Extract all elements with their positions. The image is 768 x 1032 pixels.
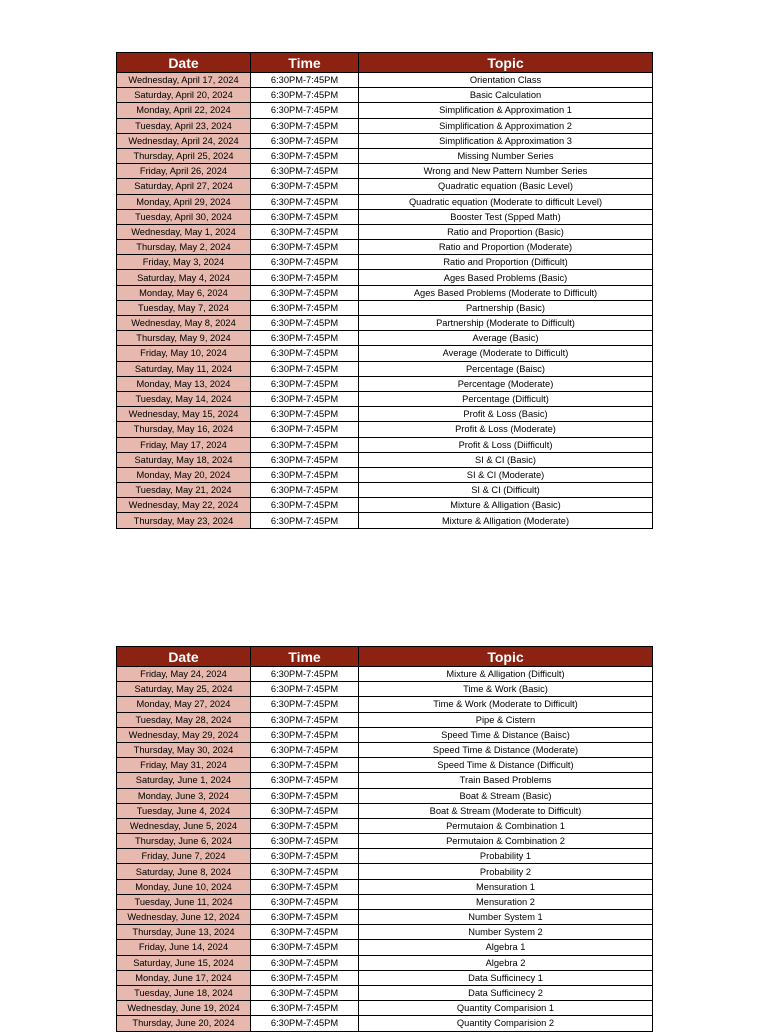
table-row	[117, 103, 653, 118]
table-row	[117, 667, 653, 682]
table-row	[117, 697, 653, 712]
date-cell: Thursday, April 25, 2024	[117, 148, 251, 163]
table-row	[117, 818, 653, 833]
date-cell: Saturday, May 18, 2024	[117, 452, 251, 467]
topic-cell: Ratio and Proportion (Difficult)	[359, 255, 653, 270]
topic-cell: Simplification & Approximation 1	[359, 103, 653, 118]
date-header: Date	[117, 53, 251, 73]
topic-header: Topic	[359, 647, 653, 667]
topic-cell: Ages Based Problems (Basic)	[359, 270, 653, 285]
date-cell: Tuesday, June 4, 2024	[117, 803, 251, 818]
date-cell: Saturday, May 11, 2024	[117, 361, 251, 376]
time-cell: 6:30PM-7:45PM	[251, 316, 359, 331]
topic-cell: Algebra 2	[359, 955, 653, 970]
date-cell: Friday, May 17, 2024	[117, 437, 251, 452]
date-cell: Monday, May 20, 2024	[117, 467, 251, 482]
topic-cell: SI & CI (Moderate)	[359, 467, 653, 482]
topic-cell: Percentage (Moderate)	[359, 376, 653, 391]
topic-cell: Simplification & Approximation 3	[359, 133, 653, 148]
topic-cell: Basic Calculation	[359, 88, 653, 103]
table-row	[117, 849, 653, 864]
date-cell: Thursday, June 13, 2024	[117, 925, 251, 940]
date-cell: Wednesday, May 8, 2024	[117, 316, 251, 331]
time-cell: 6:30PM-7:45PM	[251, 925, 359, 940]
topic-cell: Permutaion & Combination 2	[359, 834, 653, 849]
date-cell: Tuesday, June 18, 2024	[117, 985, 251, 1000]
date-cell: Saturday, June 8, 2024	[117, 864, 251, 879]
table-row	[117, 452, 653, 467]
table-row	[117, 803, 653, 818]
date-cell: Tuesday, May 28, 2024	[117, 712, 251, 727]
table-row	[117, 985, 653, 1000]
date-cell: Thursday, June 6, 2024	[117, 834, 251, 849]
topic-cell: Speed Time & Distance (Baisc)	[359, 727, 653, 742]
table-row	[117, 864, 653, 879]
date-cell: Wednesday, April 24, 2024	[117, 133, 251, 148]
date-cell: Wednesday, April 17, 2024	[117, 73, 251, 88]
table-row	[117, 483, 653, 498]
topic-cell: Booster Test (Spped Math)	[359, 209, 653, 224]
table-row	[117, 970, 653, 985]
table-row	[117, 133, 653, 148]
time-cell: 6:30PM-7:45PM	[251, 864, 359, 879]
table-row	[117, 910, 653, 925]
table-row	[117, 513, 653, 528]
date-cell: Tuesday, May 21, 2024	[117, 483, 251, 498]
topic-cell: Missing Number Series	[359, 148, 653, 163]
table-row	[117, 391, 653, 406]
topic-cell: Profit & Loss (Basic)	[359, 407, 653, 422]
date-cell: Friday, May 31, 2024	[117, 758, 251, 773]
date-cell: Friday, May 3, 2024	[117, 255, 251, 270]
table-row	[117, 422, 653, 437]
table-row	[117, 879, 653, 894]
topic-cell: Probability 2	[359, 864, 653, 879]
table-row	[117, 467, 653, 482]
topic-cell: Mixture & Alligation (Basic)	[359, 498, 653, 513]
date-cell: Tuesday, April 23, 2024	[117, 118, 251, 133]
time-cell: 6:30PM-7:45PM	[251, 1001, 359, 1016]
schedule-table-2	[116, 646, 653, 1032]
date-cell: Friday, April 26, 2024	[117, 164, 251, 179]
topic-cell: Speed Time & Distance (Moderate)	[359, 742, 653, 757]
date-cell: Tuesday, May 7, 2024	[117, 300, 251, 315]
table-row	[117, 209, 653, 224]
topic-header: Topic	[359, 53, 653, 73]
topic-cell: Data Sufficinecy 1	[359, 970, 653, 985]
topic-cell: Time & Work (Moderate to Difficult)	[359, 697, 653, 712]
table-row	[117, 682, 653, 697]
topic-cell: Number System 2	[359, 925, 653, 940]
time-cell: 6:30PM-7:45PM	[251, 467, 359, 482]
topic-cell: Mensuration 1	[359, 879, 653, 894]
topic-cell: Profit & Loss (Diifficult)	[359, 437, 653, 452]
date-cell: Saturday, June 1, 2024	[117, 773, 251, 788]
topic-cell: Quantity Comparision 2	[359, 1016, 653, 1031]
date-cell: Wednesday, May 15, 2024	[117, 407, 251, 422]
date-cell: Thursday, May 16, 2024	[117, 422, 251, 437]
table-row	[117, 376, 653, 391]
time-cell: 6:30PM-7:45PM	[251, 788, 359, 803]
topic-cell: Average (Moderate to Difficult)	[359, 346, 653, 361]
topic-cell: Data Sufficinecy 2	[359, 985, 653, 1000]
topic-cell: Wrong and New Pattern Number Series	[359, 164, 653, 179]
table-row	[117, 788, 653, 803]
time-cell: 6:30PM-7:45PM	[251, 894, 359, 909]
time-cell: 6:30PM-7:45PM	[251, 255, 359, 270]
time-cell: 6:30PM-7:45PM	[251, 209, 359, 224]
table-row	[117, 712, 653, 727]
date-cell: Friday, June 14, 2024	[117, 940, 251, 955]
date-cell: Monday, April 22, 2024	[117, 103, 251, 118]
date-cell: Thursday, June 20, 2024	[117, 1016, 251, 1031]
time-cell: 6:30PM-7:45PM	[251, 240, 359, 255]
date-cell: Thursday, May 30, 2024	[117, 742, 251, 757]
time-cell: 6:30PM-7:45PM	[251, 164, 359, 179]
table-row	[117, 727, 653, 742]
topic-cell: Ratio and Proportion (Moderate)	[359, 240, 653, 255]
topic-cell: SI & CI (Basic)	[359, 452, 653, 467]
topic-cell: Permutaion & Combination 1	[359, 818, 653, 833]
date-cell: Wednesday, May 29, 2024	[117, 727, 251, 742]
date-cell: Monday, June 10, 2024	[117, 879, 251, 894]
date-cell: Saturday, April 20, 2024	[117, 88, 251, 103]
date-cell: Thursday, May 23, 2024	[117, 513, 251, 528]
topic-cell: SI & CI (Difficult)	[359, 483, 653, 498]
time-cell: 6:30PM-7:45PM	[251, 194, 359, 209]
time-cell: 6:30PM-7:45PM	[251, 758, 359, 773]
table-row	[117, 224, 653, 239]
date-cell: Thursday, May 9, 2024	[117, 331, 251, 346]
topic-cell: Mixture & Alligation (Difficult)	[359, 667, 653, 682]
table-row	[117, 940, 653, 955]
topic-cell: Partnership (Basic)	[359, 300, 653, 315]
table-row	[117, 331, 653, 346]
time-cell: 6:30PM-7:45PM	[251, 376, 359, 391]
time-cell: 6:30PM-7:45PM	[251, 452, 359, 467]
date-cell: Wednesday, June 19, 2024	[117, 1001, 251, 1016]
time-cell: 6:30PM-7:45PM	[251, 437, 359, 452]
topic-cell: Average (Basic)	[359, 331, 653, 346]
table-row	[117, 255, 653, 270]
time-cell: 6:30PM-7:45PM	[251, 346, 359, 361]
topic-cell: Orientation Class	[359, 73, 653, 88]
date-cell: Monday, May 13, 2024	[117, 376, 251, 391]
topic-cell: Partnership (Moderate to Difficult)	[359, 316, 653, 331]
time-cell: 6:30PM-7:45PM	[251, 391, 359, 406]
table-row	[117, 773, 653, 788]
time-cell: 6:30PM-7:45PM	[251, 818, 359, 833]
time-cell: 6:30PM-7:45PM	[251, 955, 359, 970]
time-cell: 6:30PM-7:45PM	[251, 133, 359, 148]
date-cell: Monday, April 29, 2024	[117, 194, 251, 209]
table-row	[117, 118, 653, 133]
date-cell: Friday, May 10, 2024	[117, 346, 251, 361]
topic-cell: Profit & Loss (Moderate)	[359, 422, 653, 437]
time-cell: 6:30PM-7:45PM	[251, 1016, 359, 1031]
date-cell: Wednesday, June 12, 2024	[117, 910, 251, 925]
time-cell: 6:30PM-7:45PM	[251, 103, 359, 118]
topic-cell: Mixture & Alligation (Moderate)	[359, 513, 653, 528]
topic-cell: Ratio and Proportion (Basic)	[359, 224, 653, 239]
table-row	[117, 834, 653, 849]
table-row	[117, 88, 653, 103]
date-cell: Saturday, May 25, 2024	[117, 682, 251, 697]
time-cell: 6:30PM-7:45PM	[251, 513, 359, 528]
table-row	[117, 955, 653, 970]
topic-cell: Mensuration 2	[359, 894, 653, 909]
time-cell: 6:30PM-7:45PM	[251, 712, 359, 727]
table-row	[117, 316, 653, 331]
table-row	[117, 240, 653, 255]
table-row	[117, 742, 653, 757]
date-cell: Monday, May 6, 2024	[117, 285, 251, 300]
table-row	[117, 1001, 653, 1016]
table-row	[117, 361, 653, 376]
time-cell: 6:30PM-7:45PM	[251, 910, 359, 925]
time-cell: 6:30PM-7:45PM	[251, 88, 359, 103]
topic-cell: Number System 1	[359, 910, 653, 925]
date-cell: Saturday, April 27, 2024	[117, 179, 251, 194]
time-cell: 6:30PM-7:45PM	[251, 285, 359, 300]
time-header: Time	[251, 647, 359, 667]
time-cell: 6:30PM-7:45PM	[251, 682, 359, 697]
header-row	[117, 647, 653, 667]
time-cell: 6:30PM-7:45PM	[251, 742, 359, 757]
date-cell: Friday, May 24, 2024	[117, 667, 251, 682]
schedule-table-1	[116, 52, 653, 529]
date-cell: Saturday, June 15, 2024	[117, 955, 251, 970]
topic-cell: Train Based Problems	[359, 773, 653, 788]
table-row	[117, 894, 653, 909]
table-row	[117, 925, 653, 940]
time-cell: 6:30PM-7:45PM	[251, 300, 359, 315]
time-cell: 6:30PM-7:45PM	[251, 834, 359, 849]
header-row	[117, 53, 653, 73]
time-cell: 6:30PM-7:45PM	[251, 773, 359, 788]
time-cell: 6:30PM-7:45PM	[251, 73, 359, 88]
date-cell: Monday, June 17, 2024	[117, 970, 251, 985]
time-cell: 6:30PM-7:45PM	[251, 407, 359, 422]
date-cell: Friday, June 7, 2024	[117, 849, 251, 864]
time-cell: 6:30PM-7:45PM	[251, 148, 359, 163]
date-cell: Monday, May 27, 2024	[117, 697, 251, 712]
time-cell: 6:30PM-7:45PM	[251, 270, 359, 285]
date-cell: Monday, June 3, 2024	[117, 788, 251, 803]
date-cell: Thursday, May 2, 2024	[117, 240, 251, 255]
date-cell: Tuesday, April 30, 2024	[117, 209, 251, 224]
topic-cell: Boat & Stream (Basic)	[359, 788, 653, 803]
table-row	[117, 1016, 653, 1031]
table-row	[117, 300, 653, 315]
topic-cell: Quantity Comparision 1	[359, 1001, 653, 1016]
table-row	[117, 285, 653, 300]
time-cell: 6:30PM-7:45PM	[251, 727, 359, 742]
table-row	[117, 346, 653, 361]
topic-cell: Boat & Stream (Moderate to Difficult)	[359, 803, 653, 818]
topic-cell: Ages Based Problems (Moderate to Difficult)	[359, 285, 653, 300]
time-cell: 6:30PM-7:45PM	[251, 849, 359, 864]
table-row	[117, 194, 653, 209]
time-cell: 6:30PM-7:45PM	[251, 331, 359, 346]
table-row	[117, 407, 653, 422]
topic-cell: Percentage (Difficult)	[359, 391, 653, 406]
topic-cell: Quadratic equation (Basic Level)	[359, 179, 653, 194]
topic-cell: Probability 1	[359, 849, 653, 864]
date-cell: Tuesday, May 14, 2024	[117, 391, 251, 406]
topic-cell: Simplification & Approximation 2	[359, 118, 653, 133]
time-cell: 6:30PM-7:45PM	[251, 667, 359, 682]
time-cell: 6:30PM-7:45PM	[251, 361, 359, 376]
table-row	[117, 437, 653, 452]
date-header: Date	[117, 647, 251, 667]
date-cell: Wednesday, May 22, 2024	[117, 498, 251, 513]
time-cell: 6:30PM-7:45PM	[251, 498, 359, 513]
time-cell: 6:30PM-7:45PM	[251, 483, 359, 498]
time-cell: 6:30PM-7:45PM	[251, 224, 359, 239]
table-row	[117, 73, 653, 88]
time-cell: 6:30PM-7:45PM	[251, 940, 359, 955]
topic-cell: Time & Work (Basic)	[359, 682, 653, 697]
time-cell: 6:30PM-7:45PM	[251, 179, 359, 194]
time-header: Time	[251, 53, 359, 73]
topic-cell: Quadratic equation (Moderate to difficult Level)	[359, 194, 653, 209]
topic-cell: Pipe & Cistern	[359, 712, 653, 727]
date-cell: Tuesday, June 11, 2024	[117, 894, 251, 909]
date-cell: Wednesday, June 5, 2024	[117, 818, 251, 833]
time-cell: 6:30PM-7:45PM	[251, 879, 359, 894]
time-cell: 6:30PM-7:45PM	[251, 422, 359, 437]
table-row	[117, 758, 653, 773]
topic-cell: Percentage (Baisc)	[359, 361, 653, 376]
time-cell: 6:30PM-7:45PM	[251, 697, 359, 712]
date-cell: Saturday, May 4, 2024	[117, 270, 251, 285]
table-row	[117, 270, 653, 285]
table-row	[117, 179, 653, 194]
table-row	[117, 148, 653, 163]
topic-cell: Speed Time & Distance (Difficult)	[359, 758, 653, 773]
time-cell: 6:30PM-7:45PM	[251, 118, 359, 133]
table-row	[117, 498, 653, 513]
topic-cell: Algebra 1	[359, 940, 653, 955]
time-cell: 6:30PM-7:45PM	[251, 803, 359, 818]
time-cell: 6:30PM-7:45PM	[251, 970, 359, 985]
table-row	[117, 164, 653, 179]
date-cell: Wednesday, May 1, 2024	[117, 224, 251, 239]
time-cell: 6:30PM-7:45PM	[251, 985, 359, 1000]
